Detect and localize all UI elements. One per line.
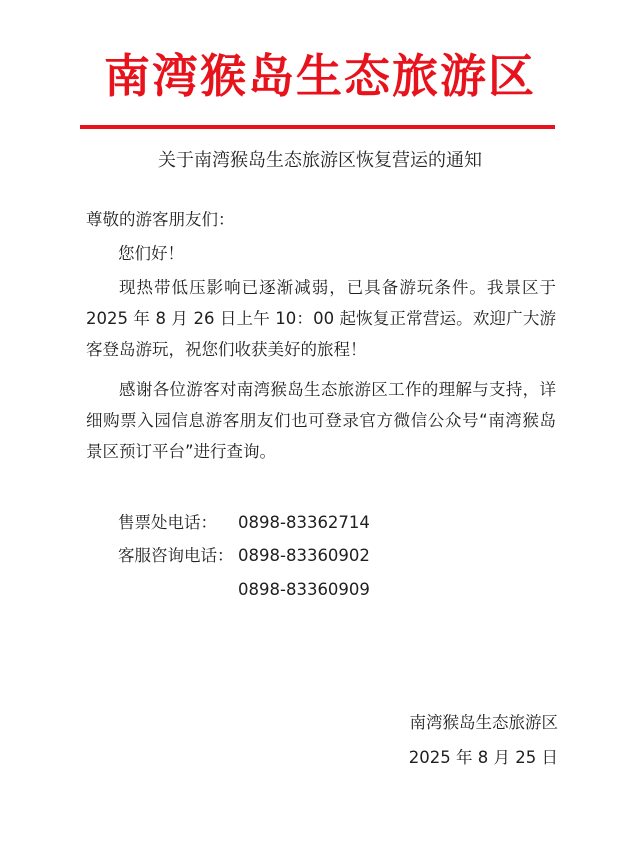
header-divider: [80, 125, 555, 129]
body-paragraph-reopening: 现热带低压影响已逐渐减弱，已具备游玩条件。我景区于 2025 年 8 月 26 日上午 10：00 起恢复正常营运。欢迎广大游客登岛游玩，祝您们收获美好的旅程！: [86, 278, 556, 359]
greeting: 您们好！: [118, 244, 184, 263]
customer-service-label: 客服咨询电话：: [118, 546, 234, 565]
salutation: 尊敬的游客朋友们：: [86, 210, 235, 229]
ticket-office-contact: [118, 511, 370, 535]
signature-organization: 南湾猴岛生态旅游区: [409, 713, 558, 732]
header-title: 南湾猴岛生态旅游区: [104, 49, 536, 103]
signature-date: 2025 年 8 月 25 日: [408, 748, 558, 767]
notice-title: 关于南湾猴岛生态旅游区恢复营运的通知: [158, 150, 482, 171]
customer-service-contact-2: [118, 578, 370, 602]
customer-service-phone-1: 0898-83360902: [238, 546, 370, 565]
body-paragraph-thanks: 感谢各位游客对南湾猴岛生态旅游区工作的理解与支持，详细购票入园信息游客朋友们也可登录官方微信公众号“南湾猴岛景区预订平台”进行查询。: [86, 380, 556, 461]
customer-service-phone-2: 0898-83360909: [238, 580, 370, 599]
ticket-office-phone: 0898-83362714: [238, 513, 370, 532]
customer-service-contact: [118, 544, 370, 568]
ticket-office-label: 售票处电话：: [118, 513, 217, 532]
